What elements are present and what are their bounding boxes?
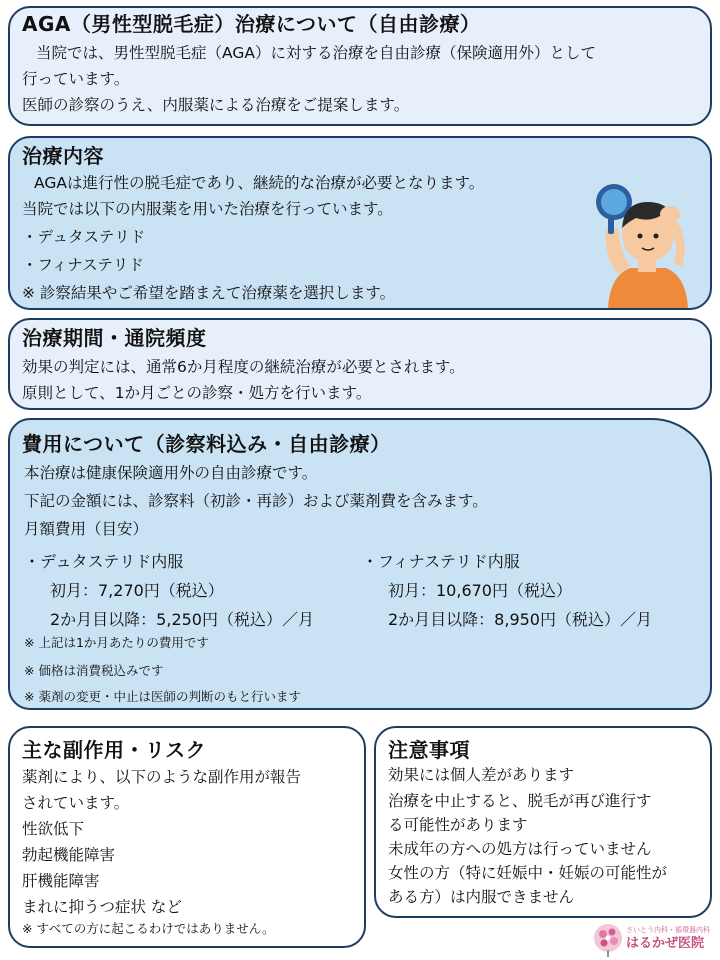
side-effects-section [8, 726, 366, 948]
caution-line: 未成年の方への処方は行っていません [388, 840, 652, 858]
treatment-line: AGAは進行性の脱毛症であり、継続的な治療が必要となります。 [34, 174, 485, 192]
period-line: 原則として、1か月ごとの診察・処方を行います。 [22, 384, 372, 402]
side-effects-line: 薬剤により、以下のような副作用が報告 [22, 768, 302, 786]
dutasteride-first-month: 初月：7,270円（税込） [50, 581, 224, 600]
treatment-drug-item: ・デュタステリド [22, 228, 146, 246]
monthly-cost-label: 月額費用（目安） [24, 520, 149, 538]
caution-line: ある方）は内服できません [388, 888, 575, 906]
treatment-drug-item: ・フィナステリド [22, 256, 144, 274]
caution-line: 治療を中止すると、脱毛が再び進行す [388, 792, 652, 810]
flower-logo-icon [592, 922, 624, 958]
treatment-title: 治療内容 [22, 144, 104, 168]
caution-title: 注意事項 [388, 738, 470, 762]
intro-line: 行っています。 [22, 70, 130, 88]
period-line: 効果の判定には、通常6か月程度の継続治療が必要とされます。 [22, 358, 465, 376]
finasteride-first-month: 初月：10,670円（税込） [388, 581, 572, 600]
finasteride-later-months: 2か月目以降：8,950円（税込）／月 [388, 610, 652, 629]
intro-title: AGA（男性型脱毛症）治療について（自由診療） [22, 12, 481, 36]
treatment-note: ※ 診察結果やご希望を踏まえて治療薬を選択します。 [22, 284, 396, 302]
side-effect-item: 勃起機能障害 [22, 846, 116, 864]
side-effects-note: ※ すべての方に起こるわけではありません。 [22, 921, 275, 936]
period-section [8, 318, 712, 410]
caution-line: 女性の方（特に妊娠中・妊娠の可能性が [388, 864, 668, 882]
caution-section [374, 726, 712, 918]
cost-title: 費用について（診察料込み・自由診療） [22, 432, 391, 456]
side-effects-line: されています。 [22, 794, 130, 812]
intro-section [8, 6, 712, 126]
dutasteride-later-months: 2か月目以降：5,250円（税込）／月 [50, 610, 314, 629]
side-effect-item: まれに抑うつ症状 など [22, 898, 182, 916]
dutasteride-name: ・デュタステリド内服 [24, 552, 184, 571]
cost-note: ※ 上記は1か月あたりの費用です [24, 635, 209, 650]
clinic-subtitle: さいとう内科・循環器内科 [626, 926, 710, 934]
side-effects-title: 主な副作用・リスク [22, 738, 207, 762]
clinic-logo [592, 922, 712, 958]
dutasteride-price [24, 547, 314, 634]
cost-section [8, 418, 712, 710]
treatment-section [8, 136, 712, 310]
cost-line: 本治療は健康保険適用外の自由診療です。 [24, 464, 318, 482]
cost-note: ※ 価格は消費税込みです [24, 663, 164, 678]
treatment-line: 当院では以下の内服薬を用いた治療を行っています。 [22, 200, 393, 218]
clinic-name: はるかぜ医院 [626, 936, 705, 951]
finasteride-name: ・フィナステリド内服 [362, 552, 520, 571]
man-with-mirror-illustration [590, 178, 702, 308]
intro-line: 当院では、男性型脱毛症（AGA）に対する治療を自由診療（保険適用外）として [36, 44, 596, 62]
caution-line: る可能性があります [388, 816, 528, 834]
side-effect-item: 性欲低下 [22, 820, 85, 838]
caution-line: 効果には個人差があります [388, 766, 575, 784]
side-effect-item: 肝機能障害 [22, 872, 100, 890]
period-title: 治療期間・通院頻度 [22, 326, 207, 350]
finasteride-price [362, 547, 652, 634]
intro-line: 医師の診察のうえ、内服薬による治療をご提案します。 [22, 96, 410, 114]
cost-line: 下記の金額には、診察料（初診・再診）および薬剤費を含みます。 [24, 492, 488, 510]
cost-note: ※ 薬剤の変更・中止は医師の判断のもと行います [24, 689, 301, 704]
